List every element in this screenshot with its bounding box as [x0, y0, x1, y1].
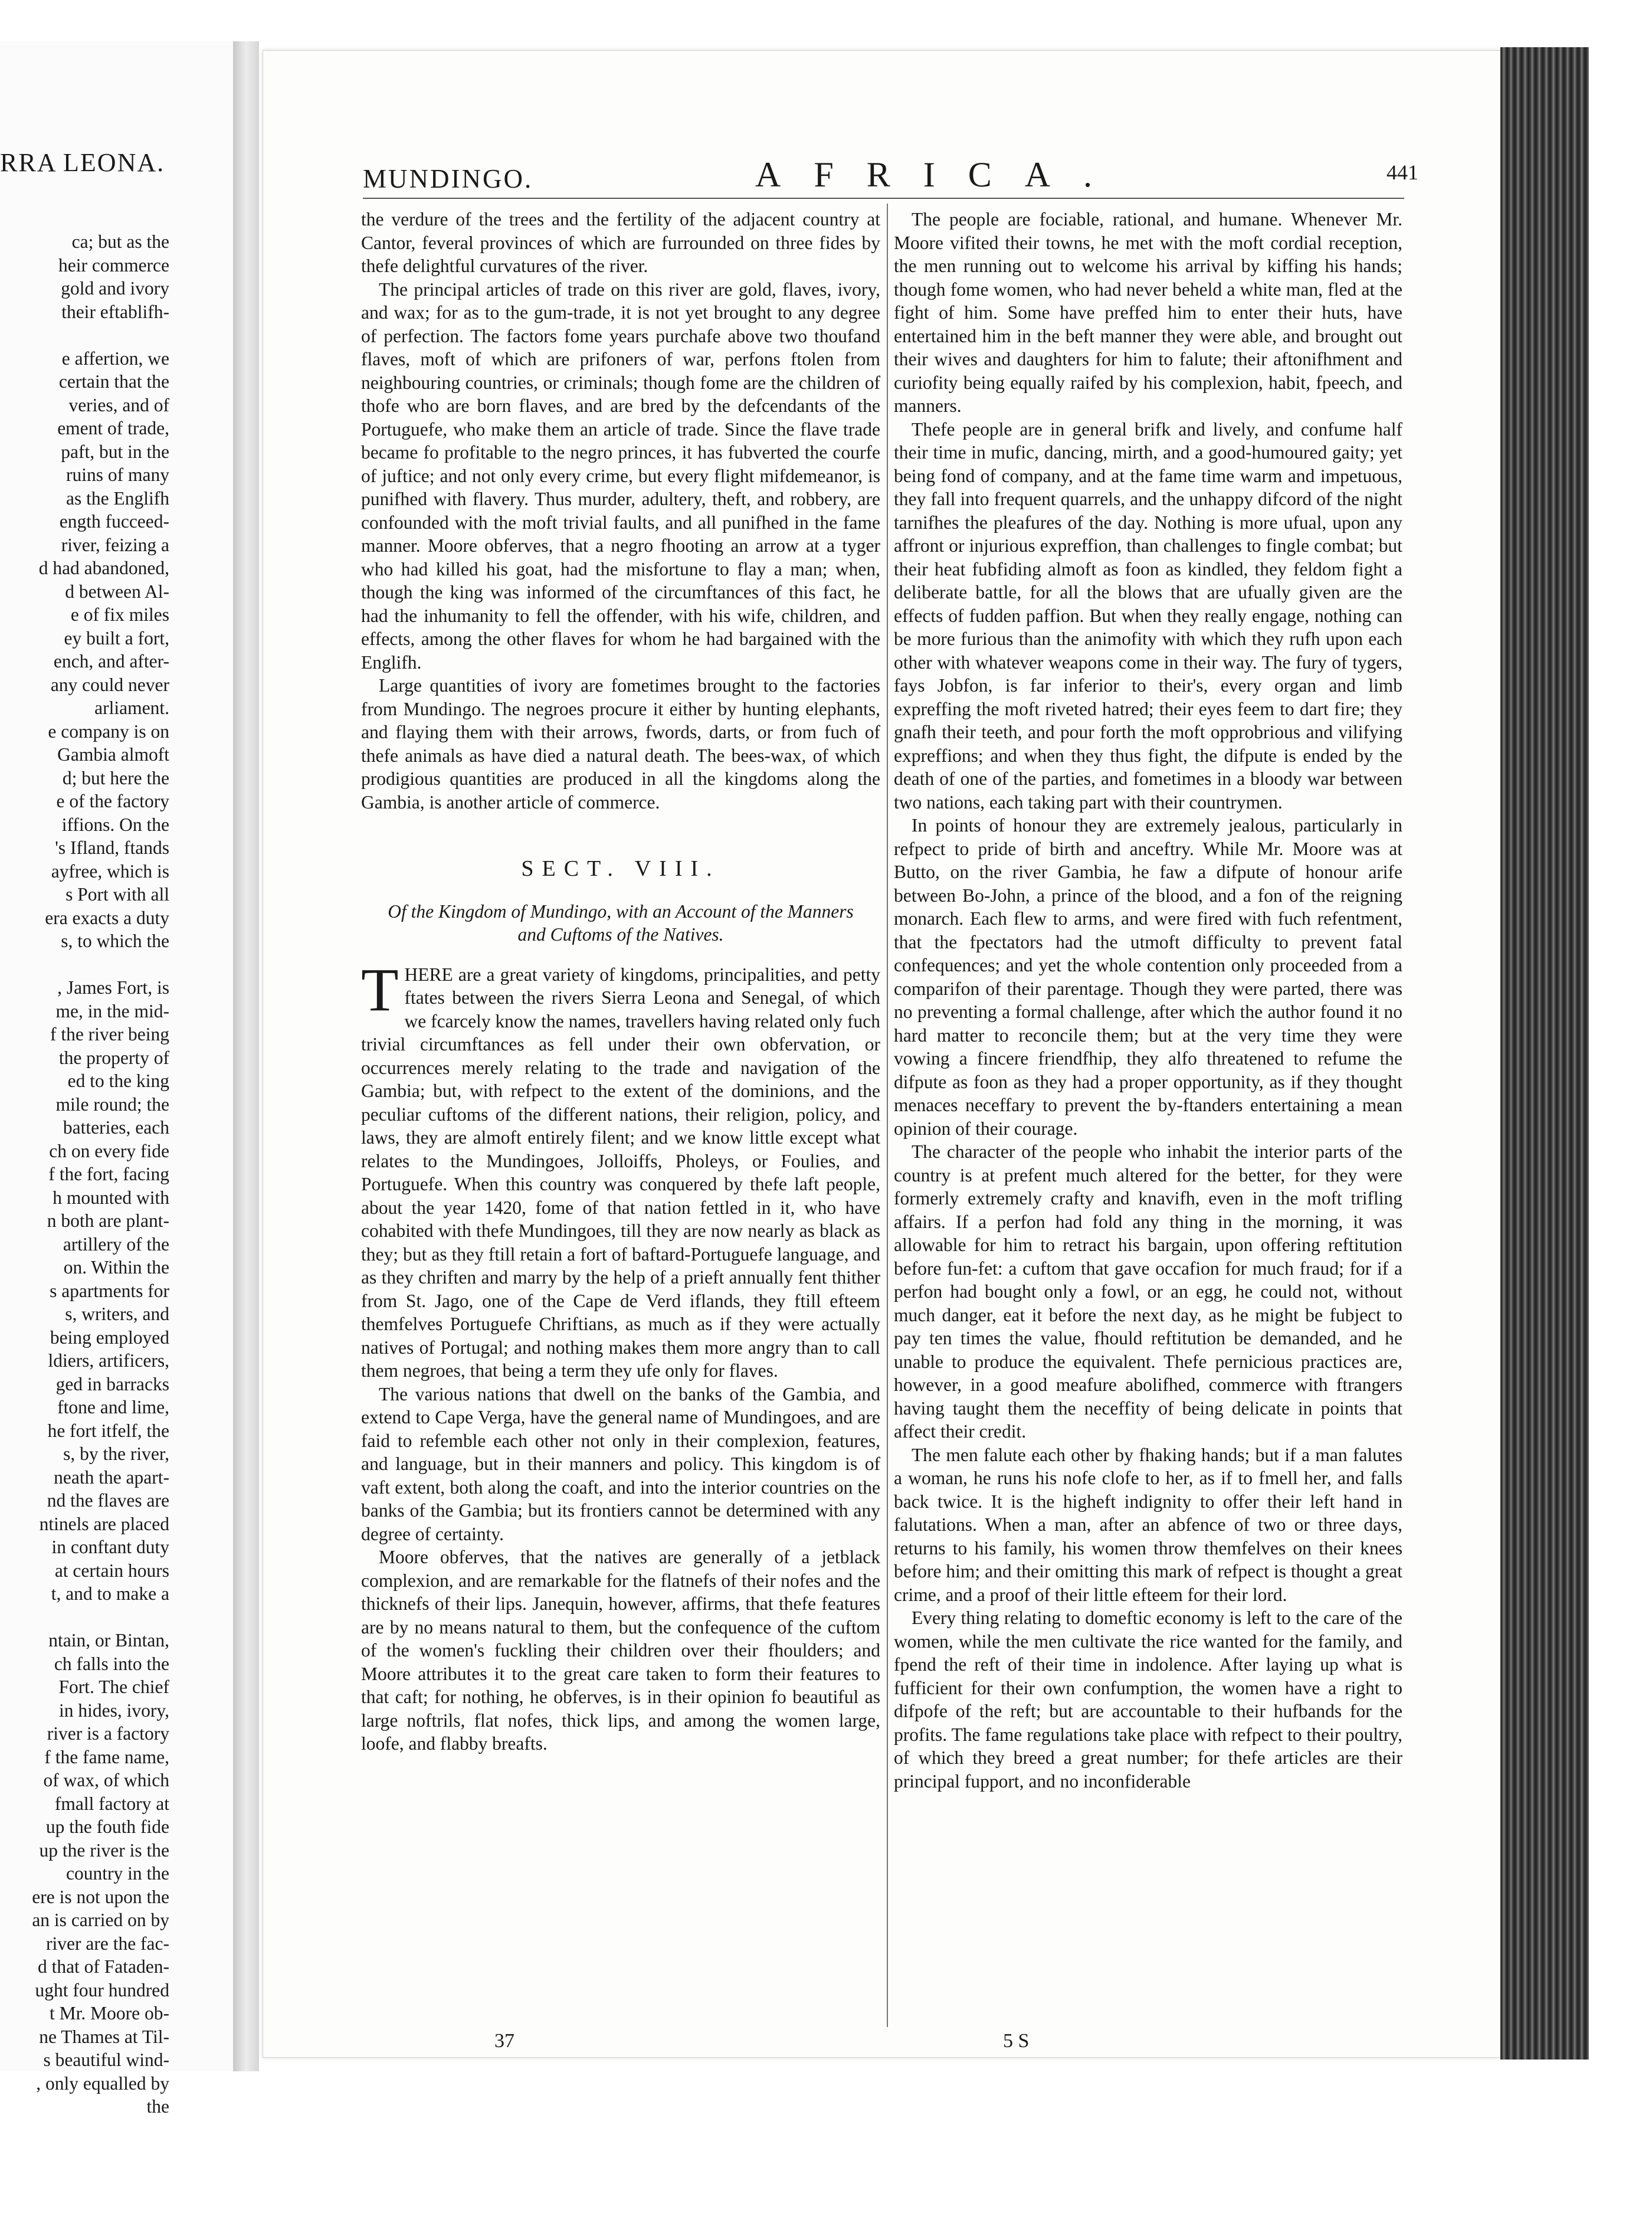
previous-page-line: ught four hundred	[35, 1979, 169, 2000]
column-divider	[887, 204, 888, 2027]
previous-page-line: h mounted with	[53, 1187, 169, 1208]
previous-page-line: ed to the king	[67, 1070, 169, 1091]
previous-page-line: ntain, or Bintan,	[48, 1630, 169, 1651]
previous-page-line: s, by the river,	[63, 1443, 169, 1464]
previous-page-line: d that of Fataden-	[37, 1956, 169, 1977]
previous-page-line: an is carried on by	[32, 1910, 169, 1930]
previous-page-line	[32, 323, 169, 347]
previous-page-line: fmall factory at	[54, 1793, 169, 1814]
paragraph: Thefe people are in general brifk and lively, and confume half their time in mufic, dancing, mirth, and a good-humoured gaity; yet being fond of company, and at the fame time warm and impetuous, they fall into frequent quarrels, and the unhappy difcord of the night tarnifhes the pleafures of the day. Nothing is more ufual, upon any affront or injurious expreffion, than challenges to fingle combat; but their heat fubfiding almoft as foon as kindled, they feldom fight a deliberate battle, for all the blows that are ufually given are the effects of fudden paffion. But when they really engage, nothing can be more furious than the animofity with which they rufh upon each other with whatever weapons come in their way. The fury of tygers, fays Jobfon, is far inferior to their's, every organ and limb expreffing the moft riveted hatred; their eyes feem to dart fire; they gnafh their teeth, and pour forth the moft opprobrious and vilifying expreffions; and when they thus fight, the difpute is ended by the death of one of the parties, and fometimes in a bloody war between two nations, each taking part with their countrymen.	[894, 418, 1402, 813]
previous-page-line: ch falls into the	[54, 1653, 169, 1674]
previous-page-line: river is a factory	[47, 1723, 169, 1744]
previous-page-line: ere is not upon the	[32, 1886, 169, 1907]
book-gutter	[233, 41, 259, 2071]
drop-cap: T	[361, 955, 399, 1024]
previous-page-line: me, in the mid-	[55, 1000, 169, 1021]
paragraph: Large quantities of ivory are fometimes brought to the factories from Mundingo. The negroes procure it either by hunting elephants, and flaying them with their arrows, fwords, darts, or from fuch of thefe animals as have died a natural death. The bees-wax, of which prodigious quantities are produced in all the kingdoms along the Gambia, is another article of commerce.	[361, 675, 880, 813]
previous-page-line: 's Ifland, ftands	[55, 837, 169, 858]
previous-page-line: Gambia almoft	[57, 744, 169, 765]
previous-page-line: t, and to make a	[51, 1583, 169, 1604]
paragraph: The people are fociable, rational, and humane. Whenever Mr. Moore vifited their towns, he met with the moft cordial reception, the men running out to welcome his arrival by kiffing his hands; though fome women, who had never beheld a white man, fled at the fight of him. Some have preffed him to enter their huts, have entertained him in the beft manner they were able, and brought out their wives and daughters for him to falute; their aftonifhment and curiofity being equally raifed by his complexion, habit, fpeech, and manners.	[894, 209, 1402, 416]
running-head-title: AFRICA.	[755, 155, 1126, 194]
signature-mark-left: 37	[494, 2030, 514, 2052]
previous-page-line: ged in barracks	[55, 1373, 169, 1394]
previous-page-line: arliament.	[94, 698, 169, 718]
previous-page-line: batteries, each	[63, 1117, 169, 1138]
running-head-left: MUNDINGO.	[363, 164, 533, 194]
previous-page-line: of wax, of which	[43, 1770, 169, 1790]
previous-page-line: ldiers, artificers,	[48, 1350, 169, 1371]
previous-page-line: country in the	[66, 1863, 169, 1884]
section-subtitle: Of the Kingdom of Mundingo, with an Account of the Manners and Cuftoms of the Natives.	[388, 901, 854, 945]
previous-page-line	[32, 1606, 169, 1629]
previous-page-line: nd the flaves are	[47, 1490, 169, 1511]
opening-paragraph	[361, 955, 880, 1383]
paragraph: The men falute each other by fhaking hands; but if a man falutes a woman, he runs his nofe clofe to her, as if to fmell her, and falls back twice. It is the higheft indignity to offer their left hand in falutations. When a man, after an abfence of two or three days, returns to his family, his women throw themfelves on their knees before him; and their omitting this mark of refpect is thought a great crime, and a proof of their little efteem for their lord.	[894, 1444, 1402, 1605]
previous-page-line: s, to which the	[61, 931, 169, 951]
paragraph: The principal articles of trade on this river are gold, flaves, ivory, and wax; for as to the gum-trade, it is not yet brought to any degree of perfection. The factors fome years purchafe above two thoufand flaves, moft of which are prifoners of war, perfons ftolen from neighbouring countries, or criminals; though fome are the children of thofe who are born flaves, and are bred by the defcendants of the Portuguefe, who make them an article of trade. Since the flave trade became fo profitable to the negro princes, it has fubverted the courfe of juftice; and not only every crime, but every flight mifdemeanor, is punifhed with flavery. Thus murder, adultery, theft, and robbery, are confounded with the moft trivial faults, and all punifhed in the fame manner. Moore obferves, that a negro fhooting an arrow at a tyger who had killed his goat, had the misfortune to flay a man; when, though the king was informed of the circumftances of this fact, he had the inhumanity to fell the offender, with his wife, children, and effects, among the other flaves for whom he had bargained with the Englifh.	[361, 279, 880, 673]
previous-page-line: artillery of the	[63, 1233, 169, 1255]
previous-page-line: ength fucceed-	[59, 511, 169, 532]
paragraph: The character of the people who inhabit the interior parts of the country is at prefent much altered for the better, for they were formerly extremely crafty and knavifh, even in the moft trifling affairs. If a perfon had fold any thing in the morning, it was allowable for him to retract his bargain, upon offering reftitution before fun-fet: a cuftom that gave occafion for much fraud; for if a perfon had bought only a fowl, or an egg, he could not, without much danger, eat it before the next day, as he might be fubject to pay ten times the value, fhould reftitution be demanded, and he unable to produce the equivalent. Thefe pernicious practices are, however, in a good meafure abolifhed, commerce with ftrangers having taught them the neceffity of being delicate in points that affect their credit.	[894, 1141, 1402, 1442]
paragraph: Every thing relating to domeftic economy is left to the care of the women, while the men cultivate the rice wanted for the family, and fpend the reft of their time in indolence. After laying up what is fufficient for their own confumption, the women have a right to difpofe of the reft; but are accountable to their hufbands for the profits. The fame regulations take place with refpect to their poultry, of which they breed a great number; for thefe articles are their principal fupport, and no inconfiderable	[894, 1607, 1402, 1792]
previous-page-line: e company is on	[48, 721, 169, 742]
previous-page-line: , only equalled by	[36, 2072, 169, 2094]
previous-page-line: f the fort, facing	[48, 1164, 169, 1184]
previous-page-line: the property of	[58, 1047, 169, 1068]
paragraph: The various nations that dwell on the banks of the Gambia, and extend to Cape Verga, have the general name of Mundingoes, and are faid to refemble each other not only in their complexion, features, and language, but in their manners and policy. This kingdom is of vaft extent, both along the coaft, and into the interior countries on the banks of the Gambia; but its frontiers cannot be determined with any degree of certainty.	[361, 1383, 880, 1544]
previous-page-line: ca; but as the	[71, 231, 169, 252]
signature-mark-right: 5 S	[1003, 2030, 1030, 2052]
previous-page-line: paft, but in the	[61, 441, 169, 462]
page-number: 441	[1386, 161, 1418, 184]
previous-page-line: f the fame name,	[44, 1746, 169, 1767]
previous-page-line: any could never	[50, 674, 169, 695]
previous-page-line: neath the apart-	[54, 1466, 169, 1488]
right-column	[894, 208, 1402, 1793]
previous-page-line: river are the fac-	[46, 1933, 169, 1954]
previous-page-line: up the fouth fide	[45, 1816, 169, 1837]
previous-page-line: ruins of many	[66, 464, 169, 485]
previous-page-line: s apartments for	[50, 1280, 169, 1301]
previous-page-line: up the river is the	[39, 1839, 169, 1861]
previous-page-line: heir commerce	[58, 254, 169, 276]
previous-page-line: t Mr. Moore ob-	[50, 2003, 169, 2024]
previous-page-line: on. Within the	[63, 1257, 169, 1278]
previous-page-line: e of the factory	[56, 791, 169, 811]
previous-page-line: s beautiful wind-	[43, 2049, 169, 2070]
previous-page-line: ntinels are placed	[39, 1513, 169, 1534]
previous-page-line: gold and ivory	[61, 278, 169, 299]
previous-page-line: n both are plant-	[47, 1210, 169, 1231]
previous-page-line: the	[146, 2096, 169, 2117]
previous-page-line: ftone and lime,	[57, 1397, 169, 1417]
previous-page-line: he fort itfelf, the	[47, 1420, 169, 1441]
previous-page-line: era exacts a duty	[45, 907, 169, 928]
previous-page-line: ch on every fide	[49, 1140, 169, 1161]
previous-page-line: in hides, ivory,	[59, 1700, 169, 1721]
previous-page-line: in conftant duty	[51, 1537, 169, 1557]
previous-page-line: certain that the	[58, 371, 169, 392]
previous-page-line: mile round; the	[55, 1093, 169, 1115]
previous-page-line: ench, and after-	[53, 651, 169, 672]
previous-page-line: e affertion, we	[61, 348, 169, 369]
previous-page-line: ement of trade,	[57, 418, 169, 438]
previous-page-line: their eftablifh-	[61, 301, 169, 322]
previous-page-line: ne Thames at Til-	[39, 2026, 169, 2047]
previous-page-text	[32, 230, 169, 2119]
section-heading: SECT. VIII.	[521, 856, 720, 881]
previous-page-line: f the river being	[50, 1024, 169, 1045]
previous-page-line: e of fix miles	[70, 604, 169, 625]
previous-page-line: , James Fort, is	[57, 977, 169, 998]
previous-page-line: s, writers, and	[65, 1304, 169, 1324]
paragraph: the verdure of the trees and the fertility of the adjacent country at Cantor, feveral provinces of which are furrounded on three fides by thefe delightful curvatures of the river.	[361, 209, 880, 276]
header-rule	[363, 198, 1404, 199]
previous-page-line: Fort. The chief	[58, 1677, 169, 1697]
opening-paragraph-text: HERE are a great variety of kingdoms, principalities, and petty ftates between the rivers Sierra Leona and Senegal, of which we fcarcely know the names, travellers having related only fuch trivial circumftances as fell under their own obfervation, or occurrences merely relating to the trade and navigation of the Gambia; but, with refpect to the extent of the dominions, and the peculiar cuftoms of the different nations, their religion, policy, and laws, they are almoft entirely filent; and we know little except what relates to the Mundingoes, Jolloiffs, Pholeys, or Foulies, and Portuguefe. When this country was conquered by thefe laft people, about the year 1420, fome of that nation fettled in it, who have cohabited with thefe Mundingoes, till they are now nearly as black as they; but as they ftill retain a fort of baftard-Portuguefe language, and as they chriften and marry by the help of a prieft annually fent thither from St. Jago, one of the Cape de Verd iflands, they ftill efteem themfelves Portuguefe Chriftians, as much as if they were actually natives of Portugal; and nothing makes them more angry than to call them negroes, that being a term they ufe only for flaves.	[361, 964, 880, 1381]
previous-page-line: river, feizing a	[61, 534, 169, 555]
previous-page-line: veries, and of	[68, 394, 169, 415]
previous-page-line: d had abandoned,	[38, 558, 169, 578]
previous-page-line: s Port with all	[65, 884, 169, 905]
previous-page-line	[32, 953, 169, 977]
previous-page-fragment	[0, 41, 234, 2117]
previous-page-line: as the Englifh	[66, 487, 169, 509]
previous-page-line: being employed	[50, 1327, 169, 1348]
previous-page-line: ayfree, which is	[51, 860, 169, 882]
previous-page-line: d; but here the	[62, 767, 169, 788]
previous-page-running-head: RRA LEONA.	[0, 148, 165, 177]
page-edges	[1500, 47, 1589, 2060]
left-column	[361, 208, 880, 1756]
previous-page-line: ey built a fort,	[64, 627, 169, 649]
previous-page-line: iffions. On the	[61, 814, 169, 835]
previous-page-line: d between Al-	[65, 581, 169, 602]
previous-page-line: at certain hours	[54, 1560, 169, 1581]
paragraph: Moore obferves, that the natives are generally of a jetblack complexion, and are remarkable for the flatnefs of their nofes and the thicknefs of their lips. Janequin, however, affirms, that thefe features are by no means natural to them, but the confequence of the cuftom of the women's fuckling their children over their fhoulders; and Moore attributes it to the great care taken to form their features to that caft; for nothing, he obferves, is in their opinion fo beautiful as large noftrils, flat nofes, thick lips, and among the women large, loofe, and flabby breafts.	[361, 1547, 880, 1754]
paragraph: In points of honour they are extremely jealous, particularly in refpect to pride of birth and anceftry. While Mr. Moore was at Butto, on the river Gambia, he faw a difpute of honour arife between Bo-John, a prince of the blood, and a fon of the reigning monarch. Each flew to arms, and were fired with fuch refentment, that the fpectators had the utmoft difficulty to prevent fatal confequences; and yet the whole contention only proceeded from a comparifon of their parentage. Though they were parted, there was no preventing a formal challenge, after which the author found it no hard matter to reconcile them; but at the very time they were vowing a fincere friendfhip, they alfo threatened to refume the difpute as foon as they had a proper opportunity, as if they thought menaces neceffary to prevent the by-ftanders entertaining a mean opinion of their courage.	[894, 815, 1402, 1139]
